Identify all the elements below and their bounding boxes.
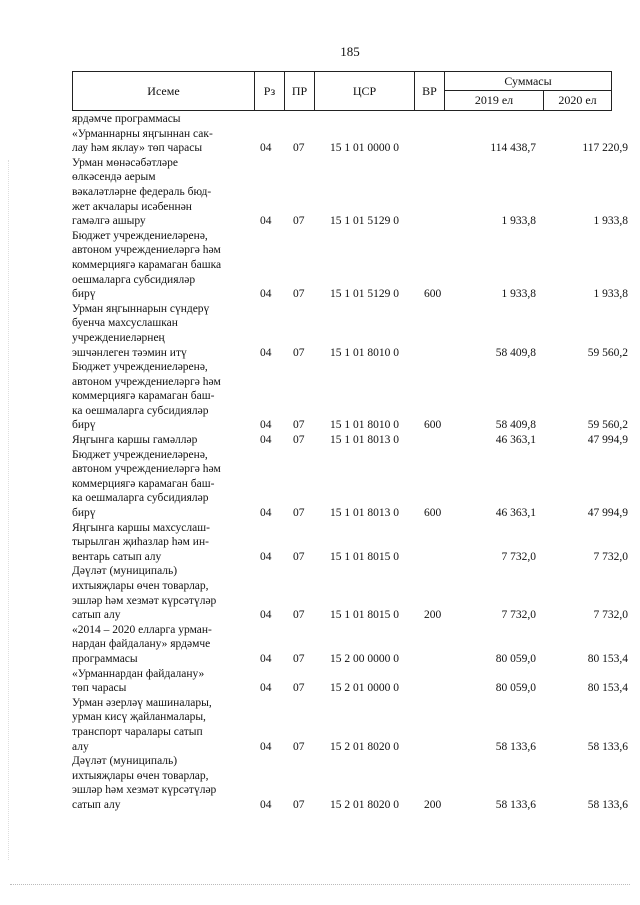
table-row xyxy=(72,229,632,302)
row-name-line: ихтыяҗлары өчен товарлар, xyxy=(72,769,209,782)
row-csr: 15 1 01 8010 0 xyxy=(330,346,399,359)
row-pr: 07 xyxy=(293,346,305,359)
row-name-line: гамәлгә ашыру xyxy=(72,215,146,228)
row-sum-2019: 1 933,8 xyxy=(501,288,536,301)
header-year-2019: 2019 ел xyxy=(445,91,544,110)
row-sum-2019: 58 409,8 xyxy=(495,419,536,432)
row-name-line: буенча махсуслашкан xyxy=(72,317,178,330)
row-sum-2020: 47 994,9 xyxy=(587,507,628,520)
row-name-line: сатып алу xyxy=(72,609,121,622)
row-sum-2020: 47 994,9 xyxy=(587,434,628,447)
row-csr: 15 2 01 0000 0 xyxy=(330,682,399,695)
row-sum-2019: 58 133,6 xyxy=(495,740,536,753)
row-rz: 04 xyxy=(260,434,272,447)
row-sum-2020: 59 560,2 xyxy=(587,419,628,432)
header-vr: ВР xyxy=(415,72,445,110)
row-name-line: Бюджет учреждениеләренә, xyxy=(72,229,208,242)
row-sum-2019: 114 438,7 xyxy=(490,142,536,155)
row-sum-2020: 1 933,8 xyxy=(593,215,628,228)
table-row xyxy=(72,623,632,667)
header-rz: Рз xyxy=(255,72,285,110)
row-sum-2020: 59 560,2 xyxy=(587,346,628,359)
row-sum-2020: 1 933,8 xyxy=(593,288,628,301)
row-csr: 15 2 00 0000 0 xyxy=(330,652,399,665)
row-name-line: вәкаләтләрне федераль бюд- xyxy=(72,185,212,198)
row-name-line: урман кисү җайланмалары, xyxy=(72,711,206,724)
row-name-line: өлкәсендә аерым xyxy=(72,171,156,184)
row-name-line: бирү xyxy=(72,507,96,520)
row-name-line: Бюджет учреждениеләренә, xyxy=(72,448,208,461)
row-vr: 600 xyxy=(424,507,442,520)
row-sum-2019: 58 409,8 xyxy=(495,346,536,359)
row-pr: 07 xyxy=(293,288,305,301)
row-sum-2020: 58 133,6 xyxy=(587,798,628,811)
row-rz: 04 xyxy=(260,740,272,753)
row-vr: 200 xyxy=(424,609,442,622)
scan-margin xyxy=(8,160,9,860)
row-csr: 15 1 01 8013 0 xyxy=(330,434,399,447)
row-rz: 04 xyxy=(260,142,272,155)
row-pr: 07 xyxy=(293,434,305,447)
row-vr: 600 xyxy=(424,419,442,432)
row-rz: 04 xyxy=(260,609,272,622)
row-name-line: Дәүләт (муниципаль) xyxy=(72,565,178,578)
row-rz: 04 xyxy=(260,682,272,695)
row-name-line: Урман әзерләү машиналары, xyxy=(72,696,212,709)
row-sum-2019: 80 059,0 xyxy=(495,652,536,665)
header-name: Исеме xyxy=(73,72,255,110)
header-pr: ПР xyxy=(285,72,315,110)
row-pr: 07 xyxy=(293,652,305,665)
row-csr: 15 1 01 8010 0 xyxy=(330,419,399,432)
row-sum-2019: 46 363,1 xyxy=(495,434,536,447)
row-name-line: Бюджет учреждениеләренә, xyxy=(72,361,208,374)
row-name-line: ярдәмче программасы xyxy=(72,113,181,125)
row-name-line: автоном учреждениеләргә һәм xyxy=(72,463,221,476)
row-csr: 15 2 01 8020 0 xyxy=(330,798,399,811)
row-rz: 04 xyxy=(260,419,272,432)
row-sum-2019: 58 133,6 xyxy=(495,798,536,811)
row-name-line: алу xyxy=(72,740,89,753)
row-name-line: оешмаларга субсидияләр xyxy=(72,273,196,286)
row-name-line: Яңгынга каршы махсуслаш- xyxy=(72,521,210,534)
row-name-line: нардан файдалану» ярдәмче xyxy=(72,638,211,651)
row-pr: 07 xyxy=(293,215,305,228)
row-name-line: бирү xyxy=(72,288,96,301)
header-csr: ЦСР xyxy=(315,72,415,110)
header-sums: Суммасы xyxy=(445,72,611,91)
table-row xyxy=(72,433,632,448)
row-csr: 15 1 01 5129 0 xyxy=(330,215,399,228)
table-row xyxy=(72,521,632,565)
row-sum-2020: 80 153,4 xyxy=(587,682,628,695)
row-csr: 15 1 01 8015 0 xyxy=(330,550,399,563)
table-row xyxy=(72,156,632,229)
table-row xyxy=(72,302,632,360)
row-name-line: «2014 – 2020 елларга урман- xyxy=(72,623,212,636)
row-name-line: жет акчалары исәбеннән xyxy=(72,200,192,213)
row-csr: 15 2 01 8020 0 xyxy=(330,740,399,753)
row-name-line: ка оешмаларга субсидияләр xyxy=(72,492,209,505)
table-header xyxy=(72,71,612,111)
row-sum-2019: 7 732,0 xyxy=(501,609,536,622)
scan-footer-line xyxy=(10,884,630,885)
row-sum-2020: 7 732,0 xyxy=(593,609,628,622)
row-csr: 15 1 01 5129 0 xyxy=(330,288,399,301)
row-pr: 07 xyxy=(293,142,305,155)
row-name-line: автоном учреждениеләргә һәм xyxy=(72,375,221,388)
table-row xyxy=(72,696,632,754)
row-name-line: вентарь сатып алу xyxy=(72,550,162,563)
header-year-2020: 2020 ел xyxy=(558,93,597,107)
row-name-line: лау һәм яклау» төп чарасы xyxy=(72,142,203,155)
table-row xyxy=(72,112,632,156)
row-pr: 07 xyxy=(293,550,305,563)
row-rz: 04 xyxy=(260,507,272,520)
row-name-line: коммерциягә карамаган башка xyxy=(72,258,222,271)
table-row xyxy=(72,754,632,812)
row-pr: 07 xyxy=(293,419,305,432)
row-pr: 07 xyxy=(293,740,305,753)
row-name-line: программасы xyxy=(72,652,138,665)
row-sum-2020: 58 133,6 xyxy=(587,740,628,753)
row-name-line: коммерциягә карамаган баш- xyxy=(72,390,215,403)
row-name-line: Дәүләт (муниципаль) xyxy=(72,755,178,768)
row-vr: 600 xyxy=(424,288,442,301)
row-name-line: ка оешмаларга субсидияләр xyxy=(72,404,209,417)
row-name-line: ихтыяҗлары өчен товарлар, xyxy=(72,580,209,592)
row-name-line: Урман мөнәсәбәтләре xyxy=(72,156,178,169)
row-name-line: эшләр һәм хезмәт күрсәтүләр xyxy=(72,594,217,607)
row-name-line: Урман яңгыннарын сүндерү xyxy=(72,302,210,315)
row-name-line: учреждениеләрнең xyxy=(72,331,165,344)
table-row xyxy=(72,564,632,622)
row-sum-2020: 7 732,0 xyxy=(593,550,628,563)
row-sum-2020: 117 220,9 xyxy=(582,142,628,155)
row-rz: 04 xyxy=(260,346,272,359)
table-body xyxy=(72,112,632,813)
row-sum-2019: 80 059,0 xyxy=(495,682,536,695)
row-name-line: автоном учреждениеләргә һәм xyxy=(72,244,221,257)
row-sum-2019: 1 933,8 xyxy=(501,215,536,228)
row-name-line: сатып алу xyxy=(72,798,121,811)
row-name-line: эшчәнлеген тәэмин итү xyxy=(72,346,187,359)
row-name-line: тырылган җиһазлар һәм ин- xyxy=(72,536,209,549)
row-name-line: «Урманнардан файдалану» xyxy=(72,667,205,680)
row-pr: 07 xyxy=(293,682,305,695)
row-rz: 04 xyxy=(260,288,272,301)
row-name-line: төп чарасы xyxy=(72,682,127,695)
row-rz: 04 xyxy=(260,215,272,228)
table-row xyxy=(72,448,632,521)
row-name-line: бирү xyxy=(72,419,96,432)
row-name-line: Яңгынга каршы гамәлләр xyxy=(72,434,198,447)
row-sum-2020: 80 153,4 xyxy=(587,652,628,665)
table-row xyxy=(72,360,632,433)
table-row xyxy=(72,667,632,696)
page-number: 185 xyxy=(340,44,360,59)
row-sum-2019: 46 363,1 xyxy=(495,507,536,520)
row-csr: 15 1 01 8015 0 xyxy=(330,609,399,622)
row-csr: 15 1 01 8013 0 xyxy=(330,507,399,520)
row-name-line: эшләр һәм хезмәт күрсәтүләр xyxy=(72,784,217,797)
row-pr: 07 xyxy=(293,609,305,622)
row-vr: 200 xyxy=(424,798,442,811)
row-csr: 15 1 01 0000 0 xyxy=(330,142,399,155)
row-sum-2019: 7 732,0 xyxy=(501,550,536,563)
row-rz: 04 xyxy=(260,652,272,665)
row-name-line: транспорт чаралары сатып xyxy=(72,725,203,738)
row-pr: 07 xyxy=(293,507,305,520)
row-rz: 04 xyxy=(260,550,272,563)
row-name-line: коммерциягә карамаган баш- xyxy=(72,477,215,490)
row-pr: 07 xyxy=(293,798,305,811)
row-rz: 04 xyxy=(260,798,272,811)
row-name-line: «Урманнарны яңгыннан сак- xyxy=(72,127,213,140)
